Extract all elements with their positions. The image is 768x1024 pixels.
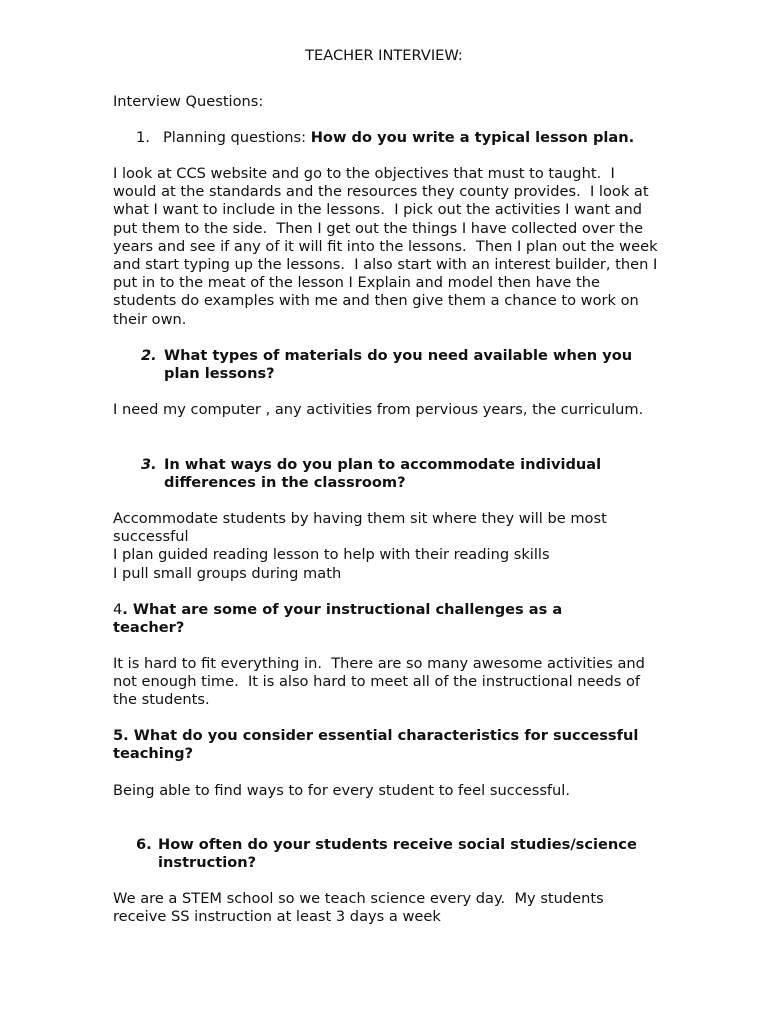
question-2-text: What types of materials do you need available when you plan lessons? [164,347,633,383]
question-4-text: . What are some of your instructional challenges as a teacher? [113,601,568,637]
answer-4: It is hard to fit everything in. There are so many awesome activities and not enough time. It is also hard to meet all of the instructional needs of the students. [113,655,650,709]
question-1-text [163,129,676,147]
answer-5: Being able to find ways to for every student to feel successful. [113,782,571,799]
answer-3-line: I pull small groups during math [113,564,342,582]
question-2 [141,347,661,383]
document-title: TEACHER INTERVIEW: [305,47,463,64]
answer-6: We are a STEM school so we teach science every day. My students receive SS instruction at least 3 days a week [113,890,609,926]
answer-1: I look at CCS website and go to the objectives that must to taught. I would at the standards and the resources they county provides. I look at what I want to include in the lessons. I pick out the activities I want and put them to the side. Then I get out the things I have collected over the years and see if any of it will fit into the lessons. Then I plan out the week and start typing up the lessons. I also start with an interest builder, then I put in to the meat of the lesson I Explain and model then have the students do examples with me and then give them a chance to work on their own. [113,165,663,328]
answer-3-line: I plan guided reading lesson to help with their reading skills [113,546,550,564]
question-1-title: How do you write a typical lesson plan. [310,129,635,146]
question-6 [136,836,666,872]
question-3 [141,456,661,492]
question-1-number: 1. [136,129,150,146]
answer-3 [113,510,658,583]
question-6-number: 6. [136,836,152,853]
question-4 [113,601,603,637]
question-1-prefix: Planning questions: [163,129,311,146]
answer-3-line: Accommodate students by having them sit where they will be most successful [113,510,612,546]
question-1 [136,129,676,147]
question-2-number: 2. [141,347,157,364]
question-3-number: 3. [141,456,157,473]
question-5: 5. What do you consider essential characteristics for successful teaching? [113,727,644,763]
answer-2: I need my computer , any activities from pervious years, the curriculum. [113,401,644,418]
question-4-number: 4 [113,601,123,618]
question-6-text: How often do your students receive social studies/science instruction? [158,836,637,872]
intro-heading: Interview Questions: [113,93,264,110]
question-3-text: In what ways do you plan to accommodate individual differences in the classroom? [164,456,602,492]
